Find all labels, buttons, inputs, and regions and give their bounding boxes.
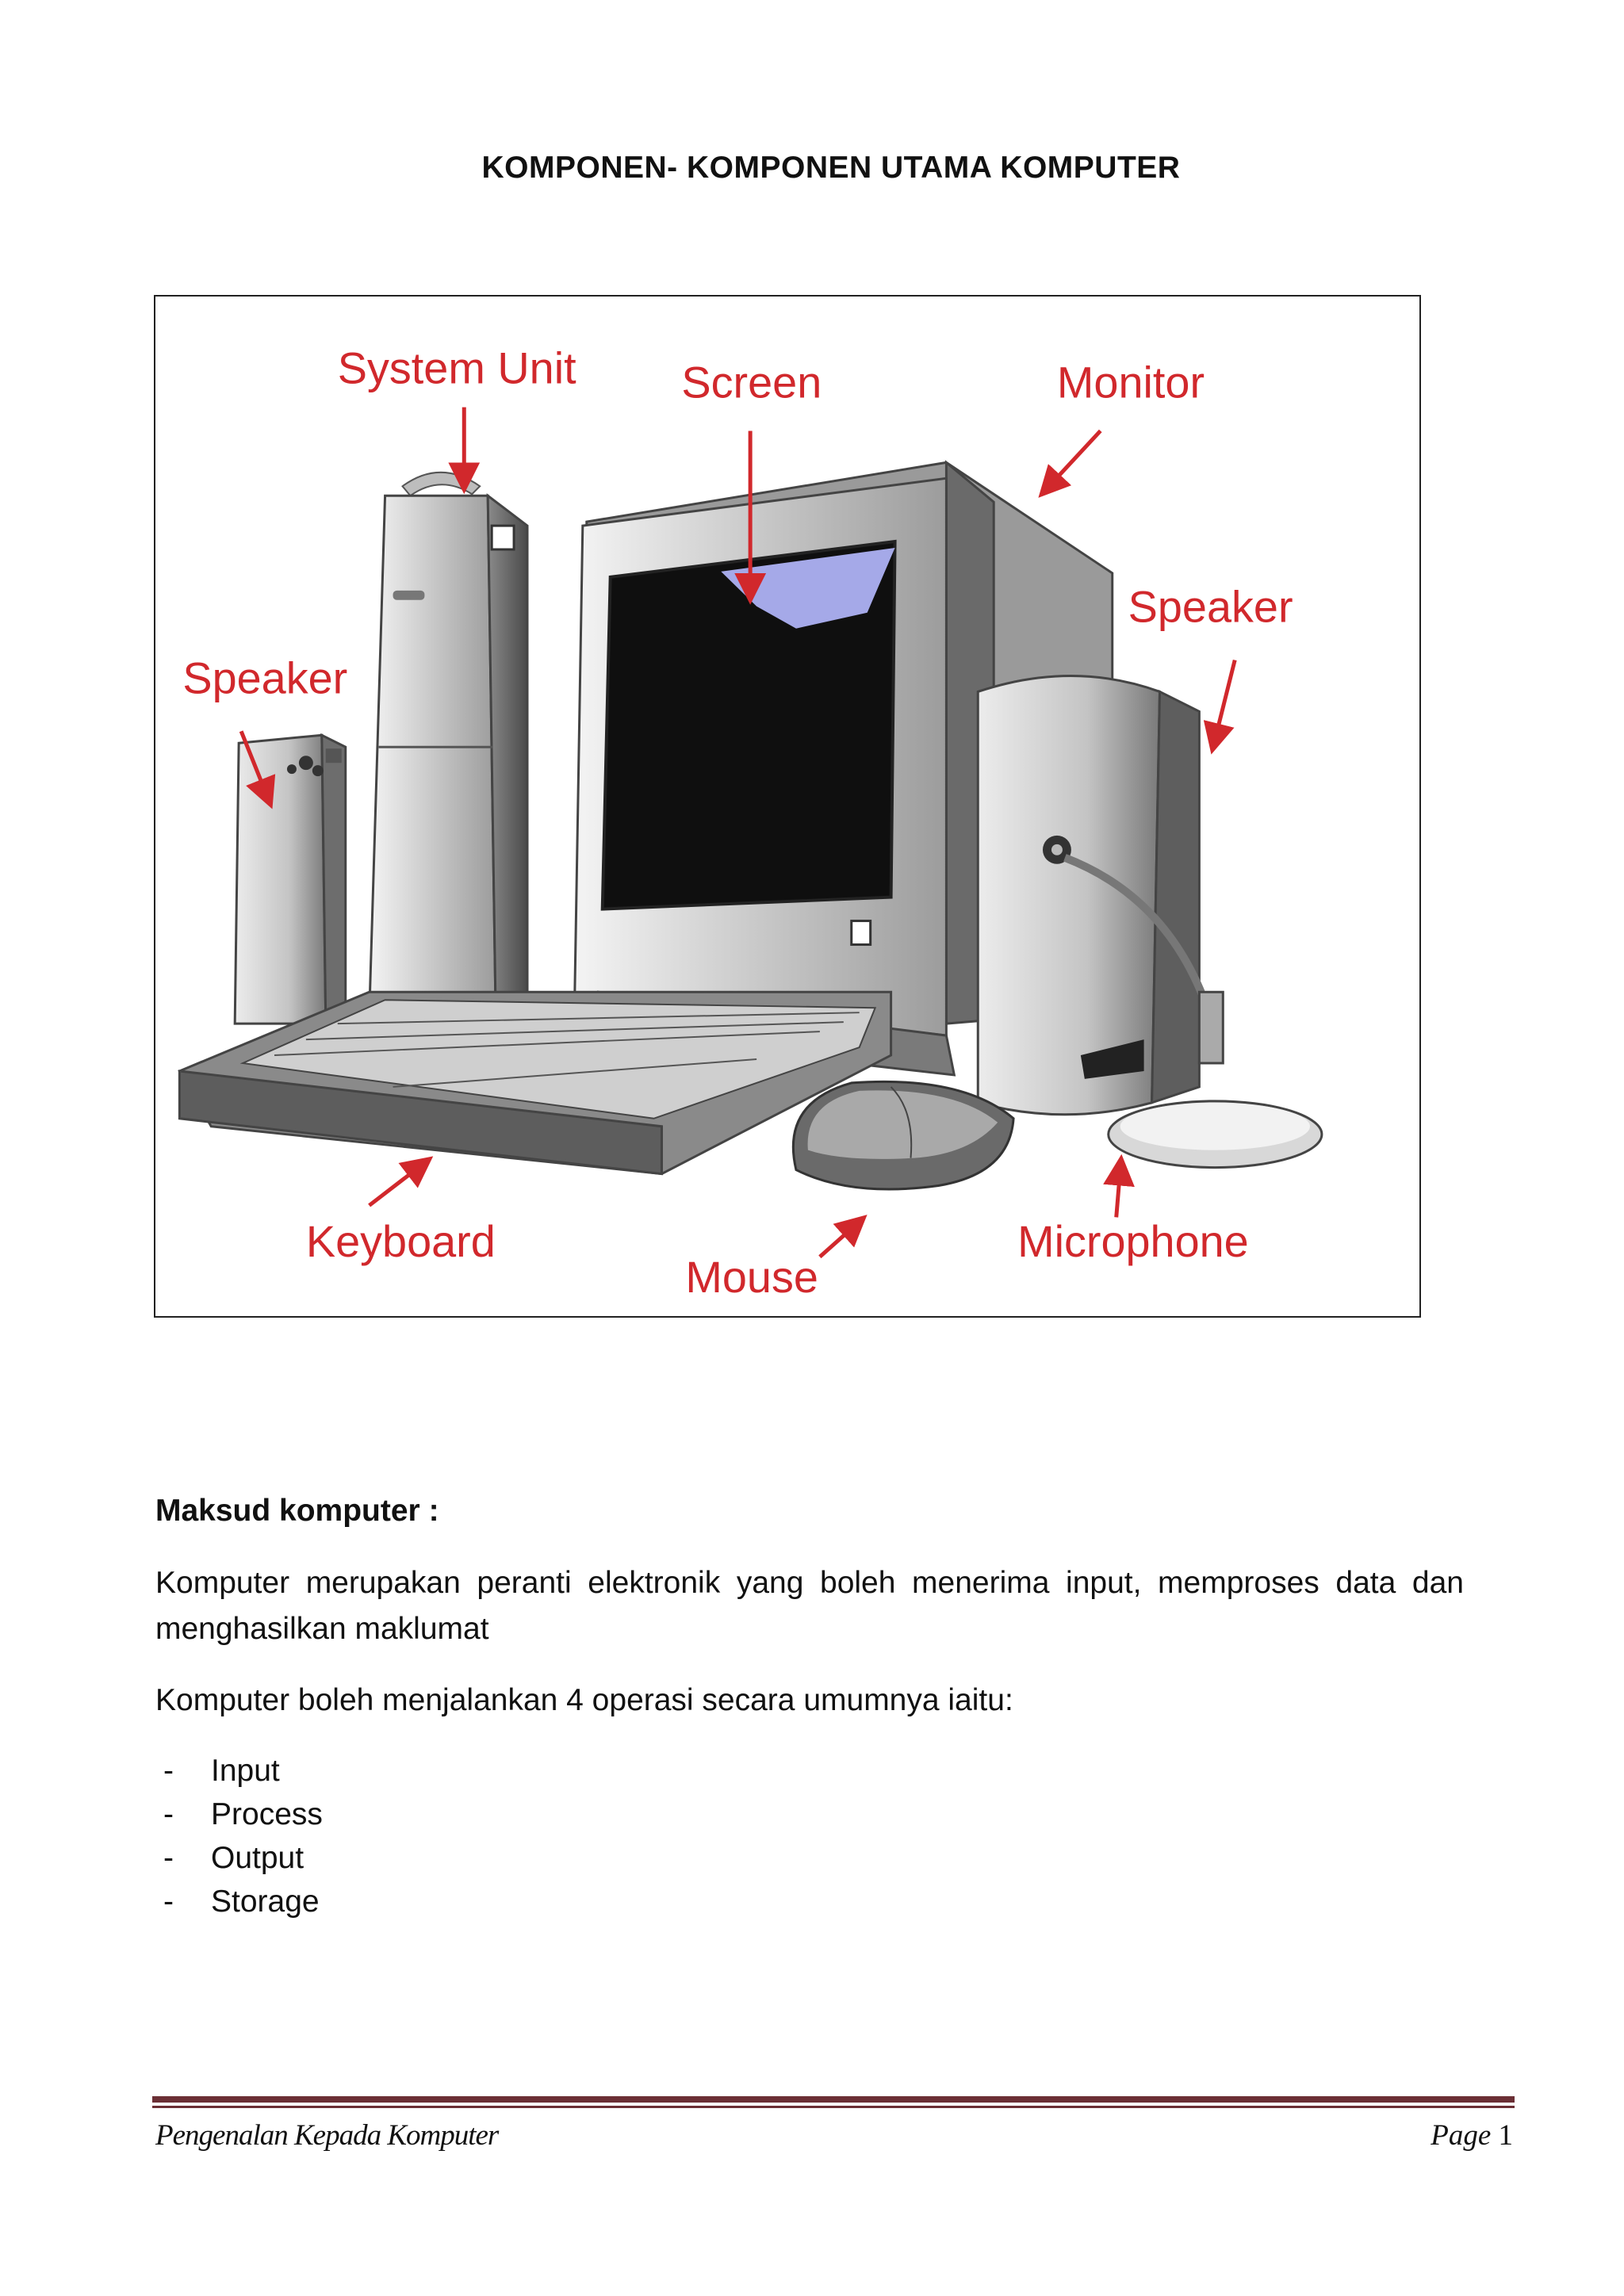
computer-illustration [155, 297, 1419, 1316]
footer-page-value: 1 [1498, 2119, 1513, 2152]
footer-page-word: Page [1431, 2119, 1492, 2152]
footer-page-number [1431, 2118, 1513, 2152]
operations-list [155, 1749, 323, 1923]
operation-label: Input [211, 1754, 280, 1788]
section-heading: Maksud komputer : [155, 1494, 439, 1528]
list-item: - Process [155, 1793, 323, 1836]
operations-intro-paragraph: Komputer boleh menjalankan 4 operasi secara umumnya iaitu: [155, 1683, 1013, 1717]
left-speaker-shape [235, 735, 346, 1024]
right-speaker-shape [978, 676, 1199, 1115]
label-system-unit: System Unit [337, 342, 576, 393]
list-item: - Input [155, 1749, 323, 1793]
operation-label: Output [211, 1841, 304, 1875]
label-speaker-left: Speaker [182, 652, 348, 703]
page-title: KOMPONEN- KOMPONEN UTAMA KOMPUTER [481, 151, 1181, 185]
system-unit-shape [370, 473, 527, 1016]
label-speaker-right: Speaker [1128, 581, 1293, 632]
label-screen: Screen [681, 357, 822, 408]
label-monitor: Monitor [1056, 357, 1205, 408]
list-item: - Storage [155, 1880, 323, 1923]
footer-rule-thin [152, 2106, 1515, 2108]
footer-rule [152, 2096, 1515, 2103]
label-keyboard: Keyboard [305, 1216, 496, 1267]
mouse-shape [793, 1081, 1013, 1189]
footer-document-title: Pengenalan Kepada Komputer [155, 2119, 499, 2152]
label-mouse: Mouse [685, 1252, 818, 1303]
definition-paragraph: Komputer merupakan peranti elektronik yang boleh menerima input, memproses data dan menghasilkan maklumat [155, 1566, 1464, 1646]
operation-label: Storage [211, 1885, 320, 1919]
operation-label: Process [211, 1797, 323, 1831]
list-item: - Output [155, 1836, 323, 1880]
computer-components-figure [154, 295, 1421, 1318]
label-microphone: Microphone [1017, 1216, 1249, 1267]
